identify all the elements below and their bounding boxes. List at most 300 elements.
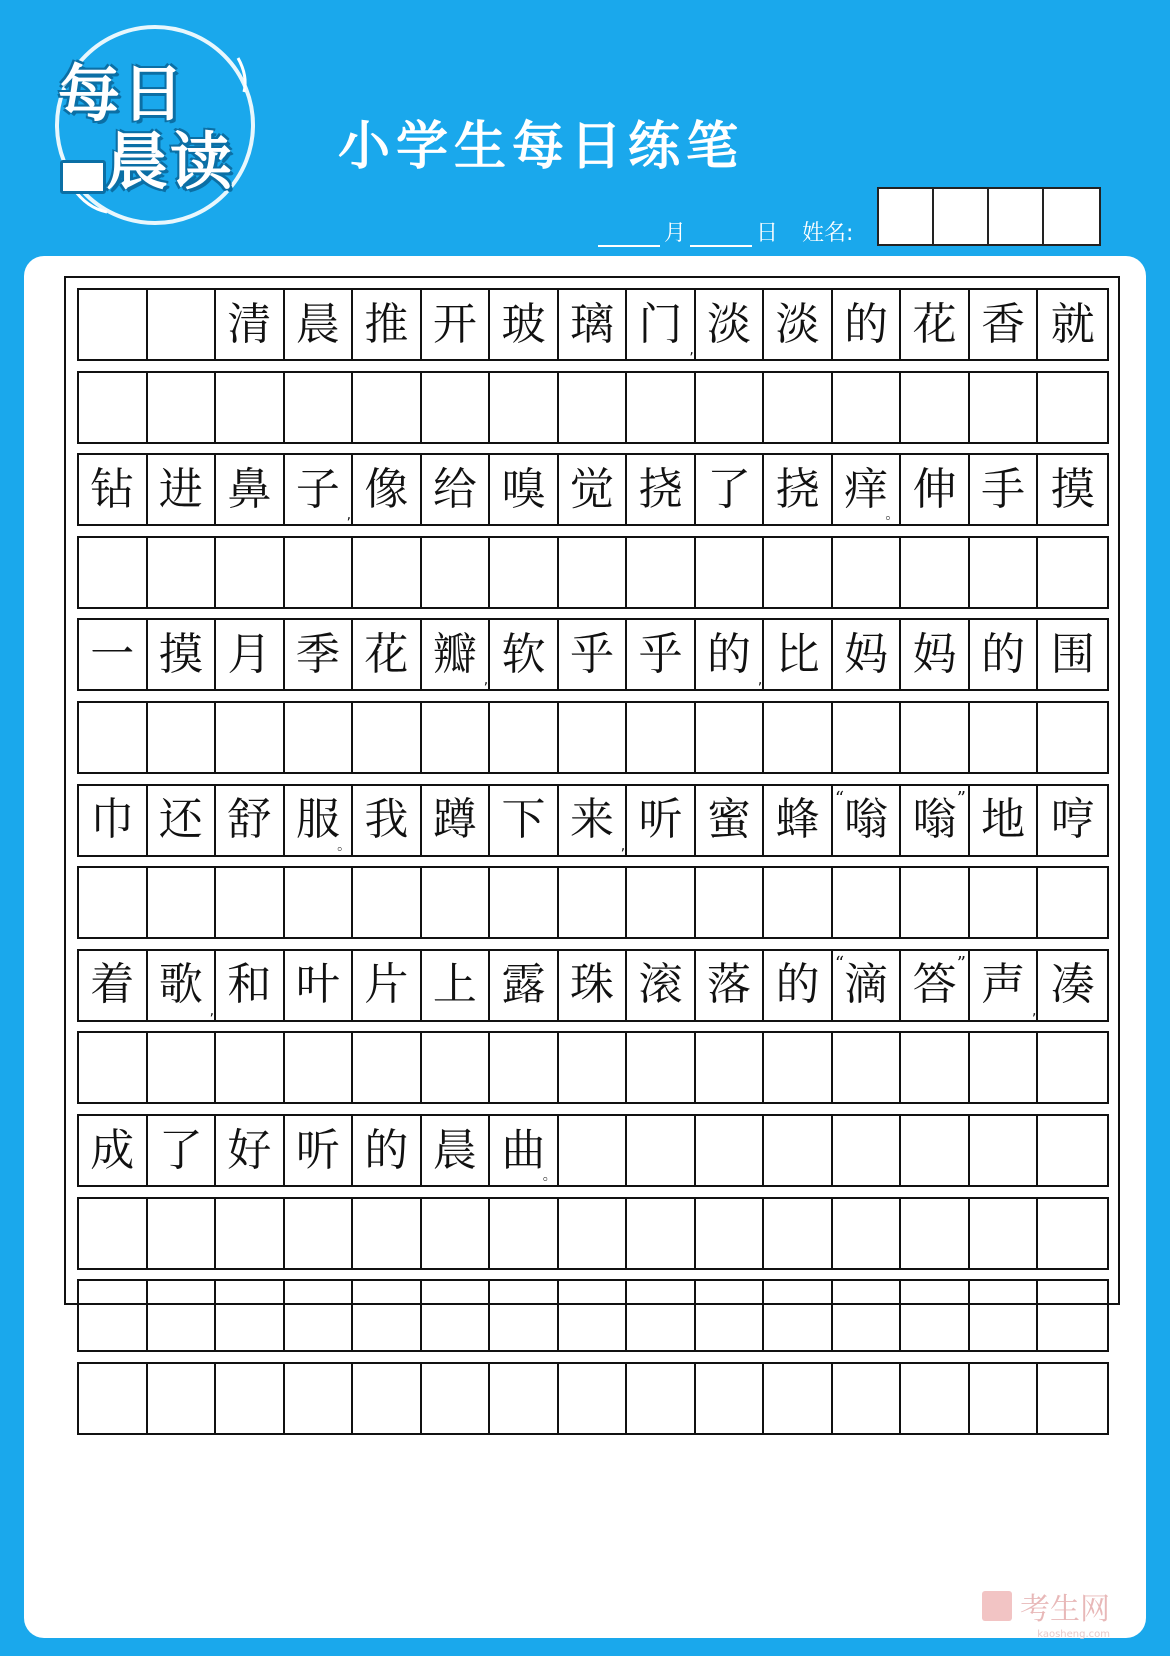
grid-cell[interactable] — [422, 455, 491, 524]
grid-cell[interactable] — [285, 1199, 354, 1268]
grid-cell[interactable] — [79, 868, 148, 937]
character: 了 — [158, 1124, 203, 1176]
character: 门 — [638, 298, 683, 350]
grid-cell[interactable] — [422, 1364, 491, 1433]
character: 淡 — [707, 298, 752, 350]
character: 的 — [364, 1124, 409, 1176]
punctuation: 。 — [337, 837, 352, 854]
grid-cell[interactable] — [422, 951, 491, 1020]
grid-cell[interactable] — [216, 290, 285, 359]
grid-cell[interactable] — [627, 868, 696, 937]
grid-cell[interactable] — [148, 455, 217, 524]
grid-cell[interactable] — [833, 1116, 902, 1185]
character: 嗡 — [912, 794, 957, 846]
character: 蹲 — [432, 794, 477, 846]
grid-cell[interactable] — [833, 538, 902, 607]
grid-cell[interactable] — [490, 1364, 559, 1433]
grid-cell[interactable] — [490, 1116, 559, 1185]
character: 叶 — [295, 959, 340, 1011]
grid-cell[interactable] — [79, 1199, 148, 1268]
grid-cell[interactable] — [148, 1033, 217, 1102]
grid-cell[interactable] — [148, 868, 217, 937]
grid-cell[interactable] — [559, 620, 628, 689]
grid-cell[interactable] — [627, 373, 696, 442]
grid-cell[interactable] — [490, 1281, 559, 1350]
grid-cell[interactable] — [148, 1199, 217, 1268]
grid-cell[interactable] — [764, 455, 833, 524]
grid-cell[interactable] — [79, 455, 148, 524]
grid-cell[interactable] — [353, 290, 422, 359]
character: 晨 — [295, 298, 340, 350]
character: 就 — [1050, 298, 1095, 350]
grid-cell[interactable] — [1038, 1364, 1107, 1433]
grid-cell[interactable] — [216, 786, 285, 855]
grid-cell[interactable] — [79, 290, 148, 359]
punctuation: , — [483, 672, 489, 689]
grid-cell[interactable] — [422, 290, 491, 359]
grid-cell[interactable] — [627, 703, 696, 772]
grid-cell[interactable] — [148, 1116, 217, 1185]
grid-cell[interactable] — [696, 1033, 765, 1102]
grid-cell[interactable] — [627, 290, 696, 359]
grid-cell[interactable] — [490, 868, 559, 937]
grid-cell[interactable] — [833, 868, 902, 937]
grid-cell[interactable] — [696, 620, 765, 689]
grid-cell[interactable] — [490, 620, 559, 689]
grid-cell[interactable] — [833, 620, 902, 689]
grid-cell[interactable] — [833, 1281, 902, 1350]
grid-cell[interactable] — [901, 1364, 970, 1433]
grid-cell[interactable] — [970, 868, 1039, 937]
character: 伸 — [912, 463, 957, 515]
grid-cell[interactable] — [696, 1116, 765, 1185]
grid-cell[interactable] — [970, 1364, 1039, 1433]
grid-cell[interactable] — [79, 786, 148, 855]
character: 围 — [1050, 628, 1095, 680]
character: 答 — [912, 959, 957, 1011]
grid-cell[interactable] — [559, 1116, 628, 1185]
grid-cell[interactable] — [148, 786, 217, 855]
grid-cell[interactable] — [79, 538, 148, 607]
grid-cell[interactable] — [285, 290, 354, 359]
character: 露 — [501, 959, 546, 1011]
grid-cell[interactable] — [559, 951, 628, 1020]
grid-cell[interactable] — [970, 786, 1039, 855]
blank-row — [77, 1197, 1109, 1270]
grid-cell[interactable] — [696, 290, 765, 359]
character: 月 — [227, 628, 272, 680]
grid-cell[interactable] — [422, 538, 491, 607]
grid-cell[interactable] — [353, 538, 422, 607]
character: 的 — [981, 628, 1026, 680]
grid-cell[interactable] — [422, 1116, 491, 1185]
grid-cell[interactable] — [216, 1116, 285, 1185]
grid-cell[interactable] — [833, 1033, 902, 1102]
blank-row — [77, 1362, 1109, 1435]
grid-cell[interactable] — [79, 373, 148, 442]
grid-cell[interactable] — [627, 455, 696, 524]
grid-cell[interactable] — [970, 1116, 1039, 1185]
blank-row — [77, 866, 1109, 939]
grid-cell[interactable] — [970, 538, 1039, 607]
character: 花 — [364, 628, 409, 680]
grid-cell[interactable] — [901, 1033, 970, 1102]
name-box[interactable] — [989, 189, 1044, 244]
character: 的 — [844, 298, 889, 350]
grid-cell[interactable] — [833, 290, 902, 359]
punctuation: , — [1031, 1002, 1037, 1019]
grid-cell[interactable] — [696, 951, 765, 1020]
grid-frame — [64, 276, 1120, 1305]
grid-cell[interactable] — [833, 786, 902, 855]
grid-cell[interactable] — [559, 868, 628, 937]
grid-cell[interactable] — [901, 1116, 970, 1185]
grid-cell[interactable] — [901, 620, 970, 689]
grid-cell[interactable] — [353, 868, 422, 937]
grid-cell[interactable] — [764, 1281, 833, 1350]
grid-cell[interactable] — [216, 951, 285, 1020]
grid-cell[interactable] — [353, 786, 422, 855]
character: 服 — [295, 794, 340, 846]
grid-cell[interactable] — [490, 455, 559, 524]
grid-cell[interactable] — [696, 1364, 765, 1433]
grid-cell[interactable] — [1038, 290, 1107, 359]
grid-cell[interactable] — [764, 373, 833, 442]
grid-cell[interactable] — [148, 1281, 217, 1350]
watermark-text: 考生网 — [1020, 1592, 1110, 1627]
character: 我 — [364, 794, 409, 846]
grid-cell[interactable] — [627, 1199, 696, 1268]
day-blank[interactable] — [690, 223, 752, 247]
grid-cell[interactable] — [970, 455, 1039, 524]
grid-cell[interactable] — [285, 1116, 354, 1185]
character: 上 — [432, 959, 477, 1011]
name-box[interactable] — [1044, 189, 1099, 244]
grid-cell[interactable] — [696, 1281, 765, 1350]
grid-cell[interactable] — [148, 620, 217, 689]
grid-cell[interactable] — [216, 1281, 285, 1350]
character: 香 — [981, 298, 1026, 350]
grid-cell[interactable] — [79, 951, 148, 1020]
character: 和 — [227, 959, 272, 1011]
character: 钻 — [90, 463, 135, 515]
grid-cell[interactable] — [285, 1281, 354, 1350]
grid-cell[interactable] — [1038, 455, 1107, 524]
grid-cell[interactable] — [285, 703, 354, 772]
character: 淡 — [775, 298, 820, 350]
grid-cell[interactable] — [901, 1199, 970, 1268]
grid-cell[interactable] — [970, 1281, 1039, 1350]
grid-cell[interactable] — [422, 786, 491, 855]
character: 滴 — [844, 959, 889, 1011]
grid-cell[interactable] — [627, 951, 696, 1020]
grid-cell[interactable] — [148, 538, 217, 607]
grid-cell[interactable] — [216, 1033, 285, 1102]
grid-cell[interactable] — [353, 1199, 422, 1268]
grid-cell[interactable] — [970, 373, 1039, 442]
character: 瓣 — [432, 628, 477, 680]
grid-cell[interactable] — [148, 1364, 217, 1433]
grid-cell[interactable] — [422, 373, 491, 442]
name-label: 姓名: — [802, 221, 854, 246]
grid-cell[interactable] — [696, 1199, 765, 1268]
character: 妈 — [912, 628, 957, 680]
day-label: 日 — [756, 221, 779, 246]
grid-cell[interactable] — [285, 786, 354, 855]
character: 比 — [775, 628, 820, 680]
grid-cell[interactable] — [422, 703, 491, 772]
grid-cell[interactable] — [696, 703, 765, 772]
grid-cell[interactable] — [764, 1364, 833, 1433]
character: 妈 — [844, 628, 889, 680]
grid-cell[interactable] — [901, 1281, 970, 1350]
grid-cell[interactable] — [79, 703, 148, 772]
grid-cell[interactable] — [285, 538, 354, 607]
grid-cell[interactable] — [559, 1281, 628, 1350]
blank-row — [77, 536, 1109, 609]
grid-cell[interactable] — [970, 951, 1039, 1020]
grid-cell[interactable] — [1038, 1033, 1107, 1102]
grid-cell[interactable] — [285, 373, 354, 442]
grid-cell[interactable] — [216, 538, 285, 607]
text-row — [77, 288, 1109, 361]
grid-cell[interactable] — [559, 1364, 628, 1433]
character: 珠 — [569, 959, 614, 1011]
grid-cell[interactable] — [559, 455, 628, 524]
punctuation: , — [620, 837, 626, 854]
grid-cell[interactable] — [79, 620, 148, 689]
grid-cell[interactable] — [696, 868, 765, 937]
character: 成 — [90, 1124, 135, 1176]
grid-cell[interactable] — [1038, 703, 1107, 772]
grid-cell[interactable] — [696, 373, 765, 442]
character: 了 — [707, 463, 752, 515]
grid-cell[interactable] — [559, 290, 628, 359]
logo-text-line1: 每日 — [58, 57, 187, 130]
grid-cell[interactable] — [833, 1199, 902, 1268]
grid-cell[interactable] — [216, 620, 285, 689]
grid-cell[interactable] — [1038, 786, 1107, 855]
character: 哼 — [1050, 794, 1095, 846]
grid-cell[interactable] — [833, 703, 902, 772]
grid-cell[interactable] — [559, 538, 628, 607]
grid-cell[interactable] — [490, 703, 559, 772]
grid-cell[interactable] — [764, 951, 833, 1020]
text-row — [77, 1114, 1109, 1187]
grid-cell[interactable] — [1038, 373, 1107, 442]
grid-cell[interactable] — [833, 1364, 902, 1433]
grid-cell[interactable] — [285, 1364, 354, 1433]
character: 听 — [295, 1124, 340, 1176]
grid-cell[interactable] — [696, 538, 765, 607]
grid-cell[interactable] — [216, 455, 285, 524]
grid-cell[interactable] — [79, 1364, 148, 1433]
grid-cell[interactable] — [216, 703, 285, 772]
character: 来 — [569, 794, 614, 846]
character: 着 — [90, 959, 135, 1011]
grid-cell[interactable] — [764, 1116, 833, 1185]
character: 软 — [501, 628, 546, 680]
grid-cell[interactable] — [490, 951, 559, 1020]
grid-cell[interactable] — [559, 1199, 628, 1268]
character: 巾 — [90, 794, 135, 846]
grid-cell[interactable] — [79, 1116, 148, 1185]
grid-cell[interactable] — [833, 455, 902, 524]
grid-cell[interactable] — [970, 620, 1039, 689]
grid-cell[interactable] — [285, 868, 354, 937]
grid-cell[interactable] — [353, 951, 422, 1020]
grid-cell[interactable] — [353, 1116, 422, 1185]
character: 清 — [227, 298, 272, 350]
grid-cell[interactable] — [285, 620, 354, 689]
punctuation: , — [346, 507, 352, 524]
grid-cell[interactable] — [764, 290, 833, 359]
character: 给 — [432, 463, 477, 515]
grid-cell[interactable] — [148, 703, 217, 772]
name-box[interactable] — [934, 189, 989, 244]
grid-cell[interactable] — [627, 786, 696, 855]
grid-cell[interactable] — [833, 373, 902, 442]
grid-cell[interactable] — [353, 703, 422, 772]
grid-cell[interactable] — [970, 703, 1039, 772]
page-title: 小学生每日练笔 — [338, 117, 745, 177]
character: 的 — [707, 628, 752, 680]
grid-cell[interactable] — [901, 290, 970, 359]
logo-text-line2: 晨读 — [106, 125, 235, 198]
punctuation: , — [757, 672, 763, 689]
grid-cell[interactable] — [764, 538, 833, 607]
grid-cell[interactable] — [490, 290, 559, 359]
grid-cell[interactable] — [353, 1033, 422, 1102]
grid-cell[interactable] — [764, 703, 833, 772]
writing-paper — [24, 256, 1146, 1638]
grid-cell[interactable] — [901, 703, 970, 772]
character: 蜜 — [707, 794, 752, 846]
grid-cell[interactable] — [422, 1281, 491, 1350]
quote-mark: “ — [834, 787, 845, 809]
grid-cell[interactable] — [833, 951, 902, 1020]
grid-cell[interactable] — [353, 1281, 422, 1350]
watermark-subtext: kaosheng.com — [1037, 1629, 1110, 1640]
character: 挠 — [638, 463, 683, 515]
grid-cell[interactable] — [627, 1033, 696, 1102]
grid-cell[interactable] — [970, 1199, 1039, 1268]
grid-cell[interactable] — [696, 455, 765, 524]
grid-cell[interactable] — [764, 786, 833, 855]
name-box[interactable] — [879, 189, 934, 244]
grid-cell[interactable] — [216, 1364, 285, 1433]
grid-cell[interactable] — [490, 538, 559, 607]
character: 还 — [158, 794, 203, 846]
grid-cell[interactable] — [490, 786, 559, 855]
grid-cell[interactable] — [764, 1033, 833, 1102]
grid-cell[interactable] — [353, 373, 422, 442]
grid-cell[interactable] — [901, 373, 970, 442]
grid-cell[interactable] — [764, 1199, 833, 1268]
grid-cell[interactable] — [353, 455, 422, 524]
grid-cell[interactable] — [764, 620, 833, 689]
grid-cell[interactable] — [901, 868, 970, 937]
character: 地 — [981, 794, 1026, 846]
grid-cell[interactable] — [148, 290, 217, 359]
grid-cell[interactable] — [285, 455, 354, 524]
logo — [48, 18, 263, 233]
grid-cell[interactable] — [559, 703, 628, 772]
grid-cell[interactable] — [422, 868, 491, 937]
grid-cell[interactable] — [1038, 1199, 1107, 1268]
grid-cell[interactable] — [970, 290, 1039, 359]
grid-cell[interactable] — [764, 868, 833, 937]
grid-cell[interactable] — [216, 1199, 285, 1268]
grid-cell[interactable] — [559, 1033, 628, 1102]
grid-cell[interactable] — [627, 620, 696, 689]
grid-cell[interactable] — [627, 1281, 696, 1350]
grid-cell[interactable] — [353, 1364, 422, 1433]
grid-cell[interactable] — [901, 455, 970, 524]
grid-cell[interactable] — [79, 1033, 148, 1102]
character: 摸 — [158, 628, 203, 680]
character: 季 — [295, 628, 340, 680]
grid-cell[interactable] — [490, 1199, 559, 1268]
grid-cell[interactable] — [79, 1281, 148, 1350]
grid-cell[interactable] — [1038, 868, 1107, 937]
grid-cell[interactable] — [1038, 1281, 1107, 1350]
grid-cell[interactable] — [148, 951, 217, 1020]
grid-cell[interactable] — [970, 1033, 1039, 1102]
grid-cell[interactable] — [490, 373, 559, 442]
punctuation: 。 — [885, 507, 900, 524]
punctuation: , — [689, 342, 694, 358]
month-blank[interactable] — [598, 223, 660, 247]
grid-cell[interactable] — [901, 951, 970, 1020]
character: 进 — [158, 463, 203, 515]
grid-cell[interactable] — [1038, 1116, 1107, 1185]
grid-cell[interactable] — [216, 868, 285, 937]
grid-cell[interactable] — [216, 373, 285, 442]
grid-cell[interactable] — [285, 1033, 354, 1102]
blank-row — [77, 1031, 1109, 1104]
grid-cell[interactable] — [559, 786, 628, 855]
grid-cell[interactable] — [627, 538, 696, 607]
character: 晨 — [432, 1124, 477, 1176]
character: 舒 — [227, 794, 272, 846]
grid-cell[interactable] — [627, 1364, 696, 1433]
grid-cell[interactable] — [148, 373, 217, 442]
name-boxes — [877, 187, 1101, 246]
grid-cell[interactable] — [1038, 538, 1107, 607]
grid-cell[interactable] — [422, 1033, 491, 1102]
grid-cell[interactable] — [1038, 951, 1107, 1020]
character: 挠 — [775, 463, 820, 515]
book-icon — [60, 160, 106, 194]
grid-cell[interactable] — [559, 373, 628, 442]
character: 摸 — [1050, 463, 1095, 515]
grid-cell[interactable] — [285, 951, 354, 1020]
character: 鼻 — [227, 463, 272, 515]
grid-cell[interactable] — [422, 1199, 491, 1268]
grid-cell[interactable] — [901, 786, 970, 855]
grid-cell[interactable] — [422, 620, 491, 689]
grid-cell[interactable] — [353, 620, 422, 689]
grid-cell[interactable] — [490, 1033, 559, 1102]
grid-cell[interactable] — [627, 1116, 696, 1185]
character: 乎 — [569, 628, 614, 680]
grid-cell[interactable] — [696, 786, 765, 855]
month-label: 月 — [664, 221, 687, 246]
grid-cell[interactable] — [1038, 620, 1107, 689]
blank-row — [77, 1279, 1109, 1352]
grid-cell[interactable] — [901, 538, 970, 607]
